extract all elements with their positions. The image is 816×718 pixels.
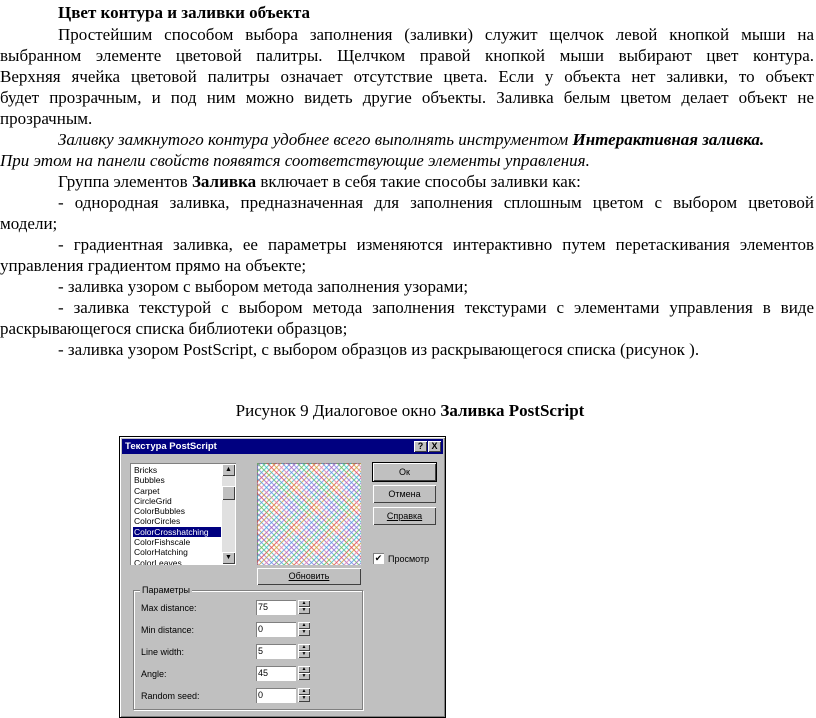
paragraph-line: Простейшим способом выбора заполнения (заливки) служит щелчок левой кнопкой мыши на xyxy=(58,25,814,44)
texture-list-item[interactable]: ColorFishscale xyxy=(134,537,191,548)
scroll-thumb[interactable] xyxy=(222,486,235,500)
texture-list-item[interactable]: Bubbles xyxy=(134,475,165,486)
tool-name: Интерактивная заливка. xyxy=(572,130,765,149)
paragraph-line: будет прозрачным, и под ним можно видеть другие объекты. Заливка белым цветом делает объект не xyxy=(0,88,814,107)
min-distance-input[interactable]: 0 xyxy=(256,622,296,637)
angle-input[interactable]: 45 xyxy=(256,666,296,681)
min-distance-label: Min distance: xyxy=(141,625,195,635)
random-seed-input[interactable]: 0 xyxy=(256,688,296,703)
list-item: модели; xyxy=(0,214,58,233)
group-intro-text: Группа элементов xyxy=(58,172,192,191)
texture-list[interactable] xyxy=(130,463,236,565)
texture-list-item[interactable]: ColorCircles xyxy=(134,516,181,527)
group-name: Заливка xyxy=(191,172,257,191)
list-item: - заливка узором PostScript, с выбором образцов из раскрывающегося списка (рисунок ). xyxy=(58,340,700,359)
scroll-up-icon[interactable]: ▲ xyxy=(222,464,235,476)
help-button[interactable]: Справка xyxy=(373,507,436,525)
heading: Цвет контура и заливки объекта xyxy=(58,3,311,22)
texture-list-item[interactable]: Bricks xyxy=(134,465,158,475)
texture-list-item[interactable]: ColorCrosshatching xyxy=(133,527,221,537)
scroll-down-icon[interactable]: ▼ xyxy=(222,552,235,564)
paragraph-line: прозрачным. xyxy=(0,109,93,128)
dialog-title: Текстура PostScript xyxy=(125,441,217,452)
postscript-texture-dialog xyxy=(119,436,446,718)
caption-text: Рисунок 9 Диалоговое окно xyxy=(235,401,441,420)
group-intro xyxy=(0,171,814,192)
list-item: - заливка текстурой с выбором метода заполнения текстурами с элементами управления в виде xyxy=(58,298,814,317)
close-icon[interactable]: X xyxy=(428,441,441,452)
group-intro-text: включает в себя такие способы заливки как: xyxy=(256,172,581,191)
figure-caption xyxy=(0,400,814,421)
random-seed-label: Random seed: xyxy=(141,691,200,701)
refresh-button[interactable]: Обновить xyxy=(257,568,361,585)
paragraph-line: Верхняя ячейка цветовой палитры означает отсутствие цвета. Если у объекта нет заливки, то объект xyxy=(0,67,814,86)
texture-list-item[interactable]: Carpet xyxy=(134,485,160,496)
list-item: управления градиентом прямо на объекте; xyxy=(0,256,307,275)
random-seed-stepper[interactable]: ▲ ▼ xyxy=(298,688,310,703)
angle-stepper[interactable]: ▲ ▼ xyxy=(298,666,310,681)
italic-paragraph-line xyxy=(0,129,814,150)
max-distance-input[interactable]: 75 xyxy=(256,600,296,615)
texture-list-item[interactable]: CircleGrid xyxy=(134,495,172,506)
crosshatch-preview-image xyxy=(257,463,361,565)
preview-checkbox-label: Просмотр xyxy=(388,554,430,564)
cancel-button[interactable]: Отмена xyxy=(373,485,436,503)
texture-preview xyxy=(257,463,361,565)
min-distance-stepper[interactable]: ▲ ▼ xyxy=(298,622,310,637)
list-item: - однородная заливка, предназначенная для заполнения сплошным цветом с выбором цветовой xyxy=(58,193,814,212)
max-distance-stepper[interactable]: ▲ ▼ xyxy=(298,600,310,615)
parameters-group xyxy=(133,585,363,710)
caption-title: Заливка PostScript xyxy=(440,401,585,420)
line-width-stepper[interactable]: ▲ ▼ xyxy=(298,644,310,659)
list-scrollbar[interactable] xyxy=(222,464,235,564)
line-width-input[interactable]: 5 xyxy=(256,644,296,659)
max-distance-label: Max distance: xyxy=(141,603,197,613)
texture-list-item[interactable]: ColorHatching xyxy=(134,547,188,558)
list-item: - градиентная заливка, ее параметры изменяются интерактивно путем перетаскивания элементов xyxy=(58,235,814,254)
line-width-label: Line width: xyxy=(141,647,185,657)
ok-button[interactable]: Ок xyxy=(373,463,436,481)
list-item: раскрывающегося списка библиотеки образцов; xyxy=(0,319,348,338)
paragraph-line: выбранном элементе цветовой палитры. Щелчком правой кнопкой мыши выбирают цвет контура. xyxy=(0,46,814,65)
help-icon[interactable]: ? xyxy=(414,441,427,452)
angle-label: Angle: xyxy=(141,669,167,679)
dialog-titlebar xyxy=(122,439,443,454)
texture-list-item[interactable]: ColorBubbles xyxy=(134,506,186,517)
preview-checkbox[interactable]: ✔ xyxy=(374,553,383,563)
texture-list-item[interactable]: ColorLeaves xyxy=(134,557,182,565)
italic-text: Заливку замкнутого контура удобнее всего выполнять инструментом xyxy=(58,130,573,149)
list-item: - заливка узором с выбором метода заполнения узорами; xyxy=(58,277,469,296)
italic-paragraph-line: При этом на панели свойств появятся соответствующие элементы управления. xyxy=(0,151,590,170)
parameters-group-title: Параметры xyxy=(142,585,190,595)
